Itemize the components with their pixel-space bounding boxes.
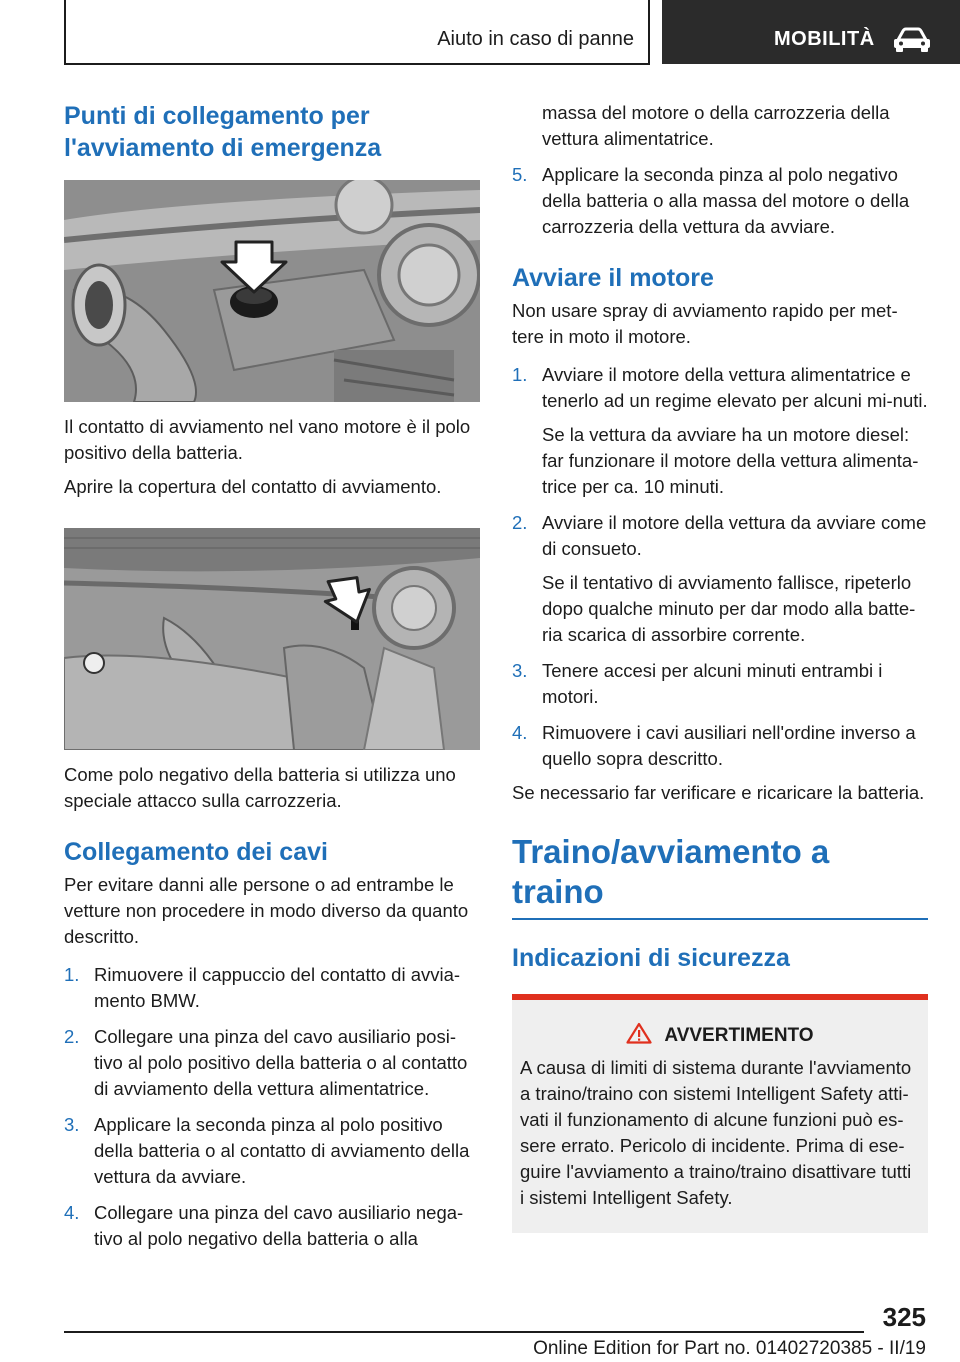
engine-bay-photo-negative <box>64 528 480 750</box>
car-icon <box>892 26 932 54</box>
step-number: 3. <box>64 1114 80 1135</box>
step-text: Rimuovere il cappuccio del contatto di avvia-mento BMW. <box>94 964 461 1011</box>
step-number: 1. <box>512 364 528 385</box>
step-text: Collegare una pinza del cavo ausiliario posi-tivo al polo positivo della batteria o al contatto di avviamento della vettura alimentatrice. <box>94 1026 468 1099</box>
step-number: 3. <box>512 660 528 681</box>
step-number: 4. <box>64 1202 80 1223</box>
section-title: Aiuto in caso di panne <box>437 28 634 50</box>
step-text: Collegare una pinza del cavo ausiliario nega-tivo al polo negativo della batteria o alla <box>94 1202 464 1249</box>
list-item <box>512 162 928 240</box>
list-item <box>64 962 482 1014</box>
left-column <box>64 100 482 1252</box>
step-number: 5. <box>512 164 528 185</box>
footer-rule <box>64 1331 864 1333</box>
heading-safety: Indicazioni di sicurezza <box>512 944 790 972</box>
heading-start-engine: Avviare il motore <box>512 264 714 292</box>
heading-cable-connection: Collegamento dei cavi <box>64 838 328 866</box>
heading-jump-start-points: Punti di collegamento per l'avviamento di emergenza <box>64 102 382 162</box>
right-column <box>512 100 928 1233</box>
page-number: 325 <box>882 1302 926 1332</box>
list-item <box>512 720 928 772</box>
cable-steps-continued <box>512 100 928 240</box>
header-rule-left <box>64 0 66 64</box>
header-rule-bottom <box>64 63 650 65</box>
chapter-tab[interactable] <box>662 0 960 64</box>
step-number: 2. <box>512 512 528 533</box>
step-text: Applicare la seconda pinza al polo negativo della batteria o alla massa del motore o della carrozzeria della vettura da avviare. <box>542 164 910 237</box>
footer-edition: Online Edition for Part no. 01402720385 - II/19 <box>533 1338 926 1359</box>
caption-open-cover: Aprire la copertura del contatto di avviamento. <box>64 476 442 497</box>
step-text: Avviare il motore della vettura da avviare come di consueto. <box>542 512 927 559</box>
step-number: 1. <box>64 964 80 985</box>
heading-towing: Traino/avviamento a traino <box>512 832 928 920</box>
warning-text: A causa di limiti di sistema durante l'avviamento a traino/traino con sistemi Intelligent Safety atti-vati il funzionamento di alcune funzioni può es-sere errato. Pericolo di incidente. Prima di ese-guire l'avviamento a traino/traino disattivare tutti i sistemi Intelligent Safety. <box>520 1057 912 1208</box>
chapter-tab-label: MOBILITÀ <box>774 28 875 50</box>
list-item <box>512 658 928 710</box>
intro-start-engine: Non usare spray di avviamento rapido per met-tere in moto il motore. <box>512 300 898 347</box>
step-text: Tenere accesi per alcuni minuti entrambi i motori. <box>542 660 883 707</box>
header-rule-mid <box>648 0 650 64</box>
list-item <box>512 100 928 152</box>
step-text-continued: massa del motore o della carrozzeria della vettura alimentatrice. <box>542 102 890 149</box>
caption-positive-terminal: Il contatto di avviamento nel vano motore è il polo positivo della batteria. <box>64 416 471 463</box>
closing-note: Se necessario far verificare e ricaricare la batteria. <box>512 782 925 803</box>
engine-bay-photo-positive <box>64 180 480 402</box>
list-item <box>512 362 928 500</box>
list-item <box>64 1112 482 1190</box>
list-item <box>512 510 928 648</box>
step-text: Applicare la seconda pinza al polo positivo della batteria o al contatto di avviamento della vettura da avviare. <box>94 1114 470 1187</box>
list-item <box>64 1200 482 1252</box>
cable-steps-list <box>64 962 482 1252</box>
intro-cable-connection: Per evitare danni alle persone o ad entrambe le vetture non procedere in modo diverso da quanto descritto. <box>64 874 469 947</box>
warning-title-text: AVVERTIMENTO <box>664 1025 814 1046</box>
warning-box <box>512 994 928 1233</box>
step-number: 4. <box>512 722 528 743</box>
step-number: 2. <box>64 1026 80 1047</box>
warning-title <box>520 1022 920 1047</box>
step-text: Rimuovere i cavi ausiliari nell'ordine inverso a quello sopra descritto. <box>542 722 916 769</box>
step-note: Se la vettura da avviare ha un motore diesel: far funzionare il motore della vettura alimenta-trice per ca. 10 minuti. <box>542 424 919 497</box>
list-item <box>64 1024 482 1102</box>
warning-triangle-icon <box>626 1022 652 1044</box>
caption-negative-terminal: Come polo negativo della batteria si utilizza uno speciale attacco sulla carrozzeria. <box>64 764 456 811</box>
step-text: Avviare il motore della vettura alimentatrice e tenerlo ad un regime elevato per alcuni mi-nuti. <box>542 364 928 411</box>
step-note: Se il tentativo di avviamento fallisce, ripeterlo dopo qualche minuto per dar modo alla batte-ria scarica di assorbire corrente. <box>542 572 916 645</box>
start-steps-list <box>512 362 928 772</box>
